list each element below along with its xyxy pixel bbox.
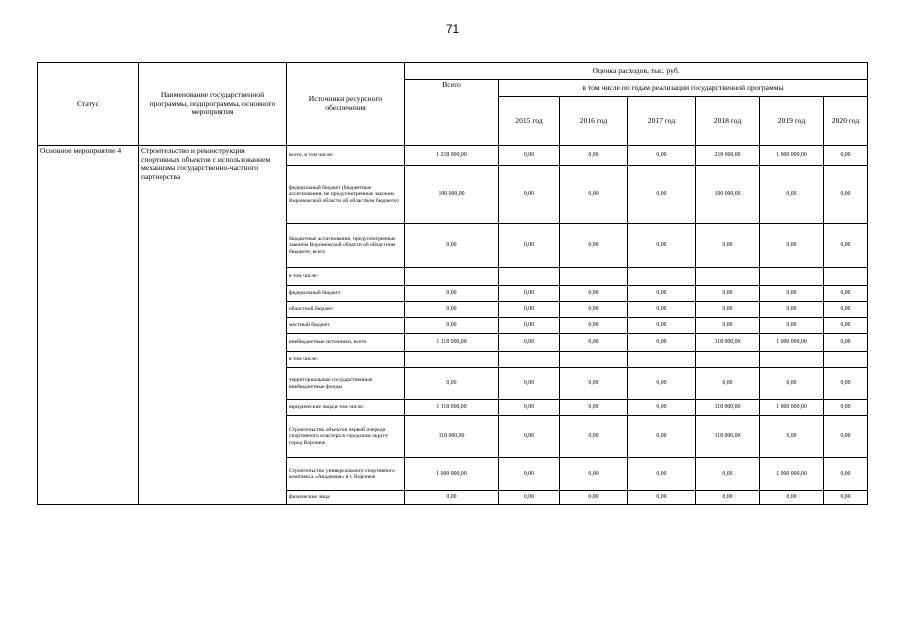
value-cell: 0,00 — [760, 368, 824, 400]
value-cell: 0,00 — [499, 334, 560, 352]
program-name-cell: Строительство и реконструкция спортивных объектов с использованием механизма государственно-частного партнерства — [139, 146, 287, 505]
value-cell: 0,00 — [499, 146, 560, 166]
value-cell: 1 000 000,00 — [760, 458, 824, 491]
value-cell: 0,00 — [405, 491, 499, 505]
header-sources: Источники ресурсного обеспечения — [287, 63, 405, 146]
value-cell: 0,00 — [824, 400, 868, 416]
page-number: 71 — [445, 22, 460, 36]
value-cell: 0,00 — [824, 286, 868, 302]
value-cell: 0,00 — [499, 458, 560, 491]
empty-cell — [696, 352, 760, 368]
value-cell: 1 000 000,00 — [760, 334, 824, 352]
value-cell: 0,00 — [760, 166, 824, 224]
budget-table — [37, 62, 868, 505]
value-cell: 0,00 — [560, 458, 628, 491]
value-cell: 1 118 000,00 — [405, 400, 499, 416]
value-cell: 0,00 — [560, 334, 628, 352]
header-name: Наименование государственной программы, подпрограммы, основного мероприятия — [139, 63, 287, 146]
value-cell: 0,00 — [696, 318, 760, 334]
value-cell: 0,00 — [628, 318, 696, 334]
source-cell: местный бюджет — [287, 318, 405, 334]
empty-cell — [760, 268, 824, 286]
empty-cell — [560, 352, 628, 368]
source-cell: территориальные государственные внебюджетные фонды — [287, 368, 405, 400]
value-cell: 100 000,00 — [696, 166, 760, 224]
value-cell: 0,00 — [560, 146, 628, 166]
value-cell: 0,00 — [628, 368, 696, 400]
value-cell: 0,00 — [760, 416, 824, 458]
empty-cell — [405, 352, 499, 368]
value-cell: 0,00 — [824, 368, 868, 400]
header-total: Всего — [405, 80, 499, 146]
header-year-2018: 2018 год — [696, 97, 760, 146]
value-cell: 0,00 — [824, 334, 868, 352]
value-cell: 1 000 000,00 — [760, 146, 824, 166]
value-cell: 0,00 — [824, 458, 868, 491]
value-cell: 0,00 — [499, 416, 560, 458]
header-estimate: Оценка расходов, тыс. руб. — [405, 63, 868, 80]
value-cell: 0,00 — [499, 302, 560, 318]
value-cell: 1 000 000,00 — [760, 400, 824, 416]
value-cell: 0,00 — [560, 166, 628, 224]
source-cell: областной бюджет — [287, 302, 405, 318]
source-cell: Строительство объектов первой очереди спортивного кластера в городском округе город Воронеж — [287, 416, 405, 458]
source-cell: федеральный бюджет — [287, 286, 405, 302]
value-cell: 0,00 — [560, 302, 628, 318]
value-cell: 0,00 — [628, 334, 696, 352]
value-cell: 0,00 — [824, 166, 868, 224]
source-cell: бюджетные ассигнования, предусмотренные законом Воронежской области об областном бюджете, всего — [287, 224, 405, 268]
source-cell: федеральный бюджет (бюджетные ассигнования, не предусмотренные законом Воронежской области об областном бюджете) — [287, 166, 405, 224]
value-cell: 0,00 — [628, 166, 696, 224]
value-cell: 0,00 — [824, 416, 868, 458]
empty-cell — [499, 268, 560, 286]
value-cell: 0,00 — [696, 458, 760, 491]
value-cell: 0,00 — [560, 318, 628, 334]
value-cell: 0,00 — [499, 368, 560, 400]
value-cell: 0,00 — [560, 224, 628, 268]
value-cell: 0,00 — [628, 286, 696, 302]
value-cell: 0,00 — [760, 302, 824, 318]
value-cell: 100 000,00 — [405, 166, 499, 224]
value-cell: 0,00 — [628, 491, 696, 505]
table-row — [38, 146, 868, 166]
value-cell: 1 218 000,00 — [405, 146, 499, 166]
value-cell: 0,00 — [824, 318, 868, 334]
value-cell: 0,00 — [760, 318, 824, 334]
empty-cell — [628, 352, 696, 368]
header-year-2020: 2020 год — [824, 97, 868, 146]
value-cell: 0,00 — [628, 400, 696, 416]
header-status: Статус — [38, 63, 139, 146]
value-cell: 0,00 — [499, 224, 560, 268]
value-cell: 0,00 — [499, 166, 560, 224]
value-cell: 0,00 — [560, 368, 628, 400]
value-cell: 0,00 — [499, 318, 560, 334]
value-cell: 0,00 — [760, 286, 824, 302]
value-cell: 0,00 — [405, 318, 499, 334]
value-cell: 0,00 — [760, 491, 824, 505]
empty-cell — [696, 268, 760, 286]
value-cell: 0,00 — [824, 224, 868, 268]
value-cell: 0,00 — [696, 302, 760, 318]
value-cell: 0,00 — [696, 491, 760, 505]
value-cell: 0,00 — [696, 286, 760, 302]
value-cell: 0,00 — [824, 491, 868, 505]
source-cell: физические лица — [287, 491, 405, 505]
source-cell: в том числе: — [287, 352, 405, 368]
value-cell: 1 000 000,00 — [405, 458, 499, 491]
empty-cell — [499, 352, 560, 368]
header-year-2017: 2017 год — [628, 97, 696, 146]
value-cell: 118 000,00 — [696, 416, 760, 458]
empty-cell — [405, 268, 499, 286]
empty-cell — [824, 268, 868, 286]
empty-cell — [560, 268, 628, 286]
value-cell: 0,00 — [560, 400, 628, 416]
header-year-2019: 2019 год — [760, 97, 824, 146]
value-cell: 0,00 — [560, 286, 628, 302]
source-cell: в том числе: — [287, 268, 405, 286]
value-cell: 118 000,00 — [405, 416, 499, 458]
value-cell: 0,00 — [760, 224, 824, 268]
empty-cell — [824, 352, 868, 368]
value-cell: 0,00 — [696, 224, 760, 268]
value-cell: 118 000,00 — [696, 400, 760, 416]
value-cell: 0,00 — [628, 302, 696, 318]
value-cell: 218 000,00 — [696, 146, 760, 166]
value-cell: 0,00 — [405, 368, 499, 400]
empty-cell — [628, 268, 696, 286]
value-cell: 0,00 — [560, 416, 628, 458]
value-cell: 0,00 — [628, 146, 696, 166]
header-year-2016: 2016 год — [560, 97, 628, 146]
status-cell: Основное мероприятие 4 — [38, 146, 139, 505]
empty-cell — [760, 352, 824, 368]
value-cell: 0,00 — [628, 458, 696, 491]
value-cell: 0,00 — [560, 491, 628, 505]
source-cell: всего, в том числе: — [287, 146, 405, 166]
header-by-year: в том числе по годам реализации государственной программы — [499, 80, 868, 97]
value-cell: 0,00 — [824, 146, 868, 166]
header-year-2015: 2015 год — [499, 97, 560, 146]
value-cell: 0,00 — [824, 302, 868, 318]
value-cell: 0,00 — [405, 286, 499, 302]
value-cell: 0,00 — [499, 491, 560, 505]
value-cell: 118 000,00 — [696, 334, 760, 352]
value-cell: 0,00 — [696, 368, 760, 400]
source-cell: юридические лица,в том числе: — [287, 400, 405, 416]
value-cell: 0,00 — [499, 286, 560, 302]
source-cell: Строительство универсального спортивного комплекса «Академия» в г. Воронеж — [287, 458, 405, 491]
value-cell: 0,00 — [628, 416, 696, 458]
value-cell: 1 118 000,00 — [405, 334, 499, 352]
value-cell: 0,00 — [405, 302, 499, 318]
value-cell: 0,00 — [628, 224, 696, 268]
source-cell: внебюджетные источники, всего — [287, 334, 405, 352]
value-cell: 0,00 — [499, 400, 560, 416]
value-cell: 0,00 — [405, 224, 499, 268]
